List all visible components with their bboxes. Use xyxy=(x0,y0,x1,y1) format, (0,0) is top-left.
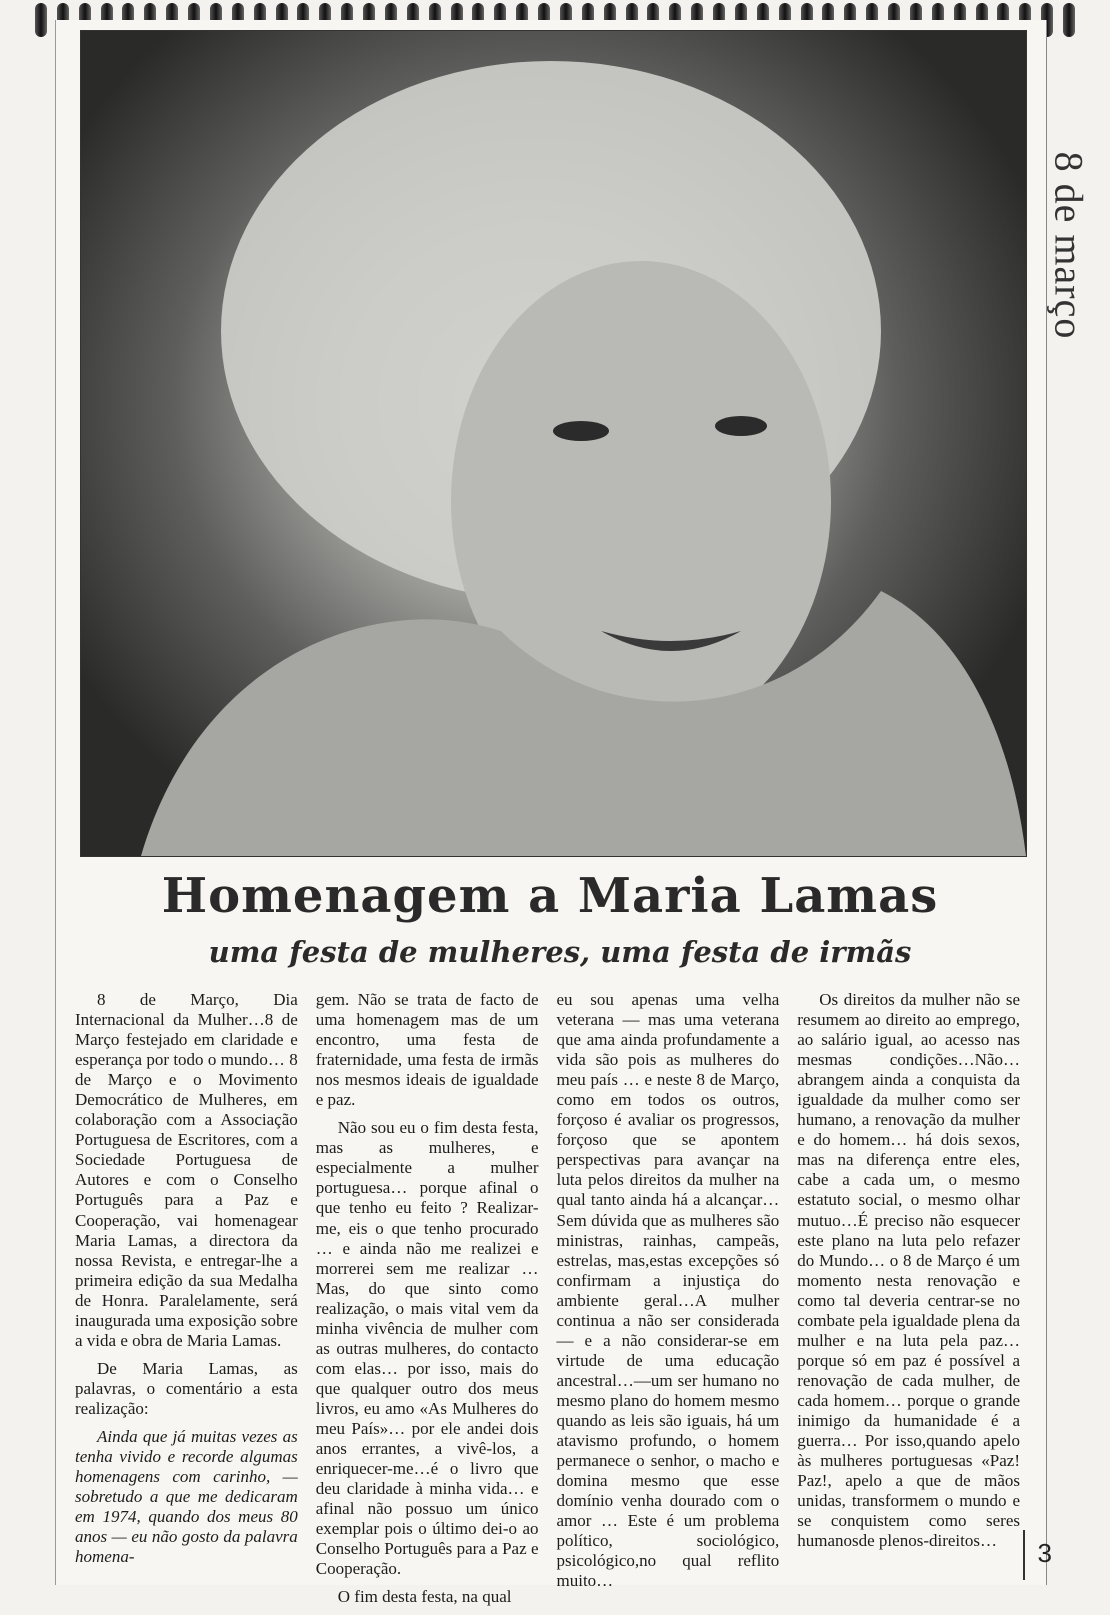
article-column-3 xyxy=(557,990,780,1615)
article-column-2 xyxy=(316,990,539,1615)
section-tab xyxy=(1034,95,1104,395)
section-tab-label: 8 de março xyxy=(1046,151,1092,339)
paragraph: eu sou apenas uma velha veterana — mas uma veterana que ama ainda profundamente a vida são pois as mulheres do meu país … e neste 8 de Março, como em todos os outros, forçoso é avaliar os progressos, forçoso que se apontem perspectivas para avançar na luta pelos direitos da mulher na qual tanto ainda há a alcançar… Sem dúvida que as mulheres são ministras, rainhas, campeãs, estrelas, mas,estas excepções só confirmam a injustiça do ambiente geral…A mulher continua a não ser considerada — e a não considerar-se em virtude de uma educação ancestral…—um ser humano no mesmo plano do homem mesmo quando as leis são iguais, há um atavismo profundo, o homem permanece o senhor, o macho e domina mesmo que esse domínio venha dourado com o amor … Este é um problema político, sociológico, psicológico,no qual reflito muito… xyxy=(556,990,780,1591)
portrait-photo xyxy=(80,30,1027,857)
page-number-rule xyxy=(1023,1530,1025,1580)
article-column-4 xyxy=(797,990,1020,1615)
paragraph: De Maria Lamas, as palavras, o comentário a esta realização: xyxy=(75,1358,298,1418)
article-headline: Homenagem a Maria Lamas xyxy=(161,868,939,924)
paragraph: O fim desta festa, na qual xyxy=(337,1587,512,1607)
portrait-illustration xyxy=(81,31,1026,856)
paragraph: Os direitos da mulher não se resumem ao direito ao emprego, ao salário igual, ao acesso nas mesmas condições…Não…abrangem ainda a conquista da igualdade da mulher como ser humano, a renovação da mulher e do homem… há dois sexos, mas na diferença entre eles, cabe a cada um, o mesmo estatuto social, o mesmo olhar mutuo…É preciso não esquecer este plano na luta pelo refazer do Mundo… o 8 de Março é um momento nesta renovação e como tal deveria centrar-se no combate pela igualdade plena da mulher e na luta pela paz… porque só em paz é possível a renovação de cada mulher, de cada homem… porque o grande inimigo da humanidade é a guerra… Por isso,quando apelo às mulheres portuguesas «Paz! Paz!, apelo a que de mãos unidas, transformem o mundo e se conquistem como seres humanosde plenos-direitos… xyxy=(797,990,1020,1551)
article-body xyxy=(75,990,1020,1607)
paragraph: Não sou eu o fim desta festa, mas as mulheres, e especialmente a mulher portuguesa… porque afinal o que tenho eu feito ? Realizar-me, eis o que tenho procurado … e ainda não me realizei e morrerei sem me realizar …Mas, do que sinto como realização, o mais vital vem da minha vivência de mulher com as outras mulheres, do contacto com elas… por isso, mais do que qualquer outro dos meus livros, eu amo «As Mulheres do meu País»… por ele andei dois anos errantes, a vivê-los, a enriquecer-me…é o livro que deu claridade à minha vida… e afinal não possuo um único exemplar pois o último dei-o ao Conselho Português para a Paz e Cooperação. xyxy=(315,1118,539,1579)
article-subheadline: uma festa de mulheres, uma festa de irmãs xyxy=(208,935,912,969)
page-number: 3 xyxy=(1037,1538,1052,1568)
paragraph: Ainda que já muitas vezes as tenha vivido e recorde algumas homenagens com carinho, — sobretudo a que me dedicaram em 1974, quando dos meus 80 anos — eu não gosto da palavra homena- xyxy=(75,1426,298,1567)
paragraph: 8 de Março, Dia Internacional da Mulher…8 de Março festejado em claridade e esperança por todo o mundo… 8 de Março e o Movimento Democrático de Mulheres, em colaboração com a Associação Portuguesa de Escritores, com a Sociedade Portuguesa de Autores e com o Conselho Português para a Paz e Cooperação, vai homenagear Maria Lamas, a directora da nossa Revista, e entregar-lhe a primeira edição da sua Medalha de Honra. Paralelamente, será inaugurada uma exposição sobre a vida e obra de Maria Lamas. xyxy=(75,990,298,1350)
paragraph: gem. Não se trata de facto de uma homenagem mas de um encontro, uma festa de fraternidade, uma festa de irmãs nos mesmos ideais de igualdade e paz. xyxy=(315,990,539,1110)
article-column-1 xyxy=(75,990,298,1615)
